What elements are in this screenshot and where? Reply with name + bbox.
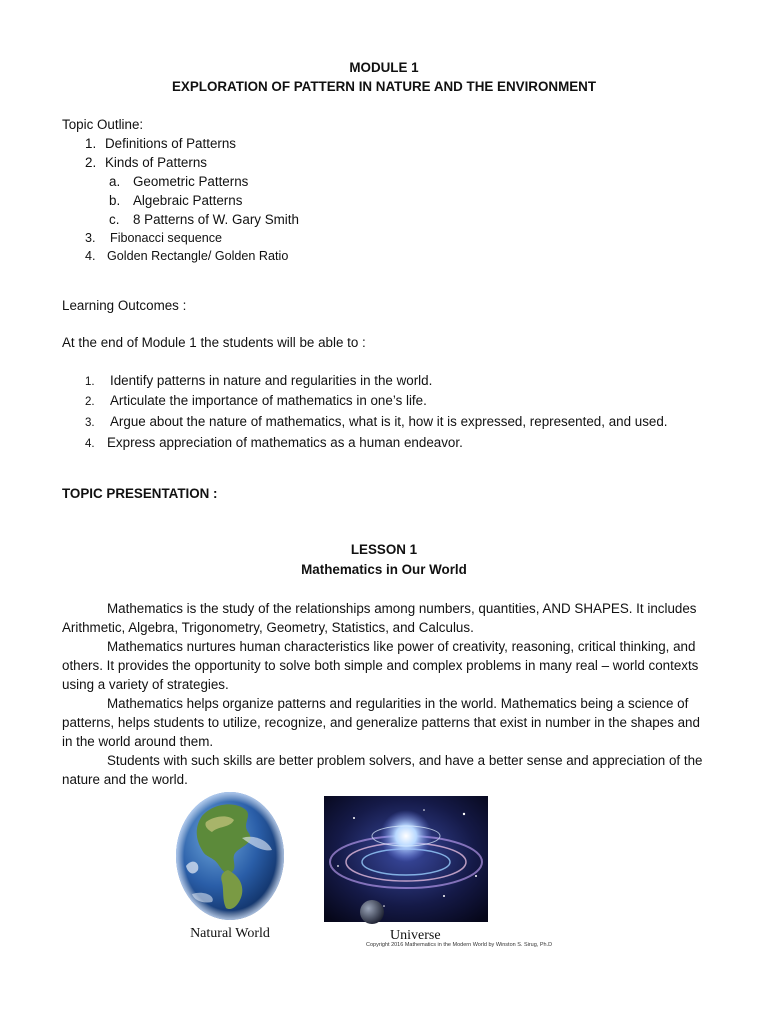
outline-item: 3. Fibonacci sequence xyxy=(85,231,223,245)
universe-caption: Universe xyxy=(390,928,441,943)
outcome-item: 1. Identify patterns in nature and regularities in the world. xyxy=(85,373,433,388)
earth-image xyxy=(172,786,288,924)
module-title: EXPLORATION OF PATTERN IN NATURE AND THE ENVIRONMENT xyxy=(171,79,597,94)
outcome-item: 4. Express appreciation of mathematics as a human endeavor. xyxy=(85,435,463,450)
outcome-item: 3. Argue about the nature of mathematics, what is it, how it is expressed, represented, and used. xyxy=(85,414,668,429)
learning-outcomes-intro: At the end of Module 1 the students will be able to : xyxy=(62,335,366,350)
topic-presentation-heading: TOPIC PRESENTATION : xyxy=(62,486,218,501)
lesson-paragraph: Mathematics nurtures human characteristics like power of creativity, reasoning, critical thinking, and others. It provides the opportunity to solve both simple and complex problems in many real – world contexts using a variety of strategies. xyxy=(62,639,699,692)
lesson-number: LESSON 1 xyxy=(350,542,418,557)
outline-item: 4. Golden Rectangle/ Golden Ratio xyxy=(85,249,289,263)
outline-subitem: c. 8 Patterns of W. Gary Smith xyxy=(109,212,299,227)
lesson-paragraph: Mathematics is the study of the relationships among numbers, quantities, AND SHAPES. It includes Arithmetic, Algebra, Trigonometry, Geometry, Statistics, and Calculus. xyxy=(62,601,697,635)
learning-outcomes-heading: Learning Outcomes : xyxy=(62,298,187,313)
outline-item: 1. Definitions of Patterns xyxy=(85,136,236,151)
outline-subitem: a. Geometric Patterns xyxy=(109,174,249,189)
topic-outline-heading: Topic Outline: xyxy=(62,117,144,132)
lesson-paragraph: Mathematics helps organize patterns and regularities in the world. Mathematics being a science of patterns, helps students to utilize, recognize, and generalize patterns that exist in number in the shapes and in the world around them. xyxy=(62,696,700,749)
outline-item: 2. Kinds of Patterns xyxy=(85,155,207,170)
copyright-note: Copyright 2016 Mathematics in the Modern World by Winston S. Sirug, Ph.D xyxy=(366,942,553,948)
universe-image xyxy=(324,796,488,922)
outline-subitem: b. Algebraic Patterns xyxy=(109,193,243,208)
lesson-title: Mathematics in Our World xyxy=(301,562,467,577)
lesson-paragraph: Students with such skills are better problem solvers, and have a better sense and appreciation of the nature and the world. xyxy=(62,753,703,787)
lesson-body xyxy=(62,599,712,789)
earth-caption: Natural World xyxy=(190,926,270,941)
outcome-item: 2. Articulate the importance of mathematics in one’s life. xyxy=(85,393,427,408)
module-label: MODULE 1 xyxy=(349,60,419,75)
